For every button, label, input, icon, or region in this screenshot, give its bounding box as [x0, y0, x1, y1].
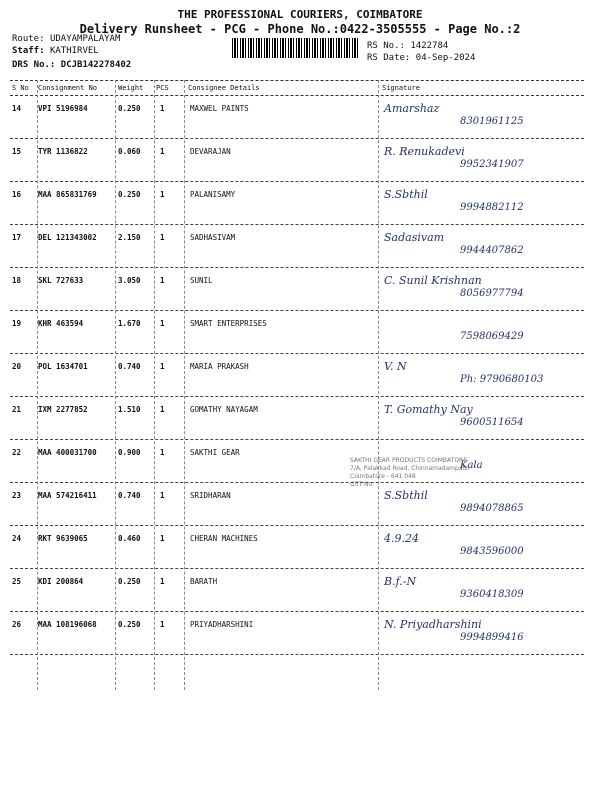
- handwritten-phone: 8056977794: [460, 288, 524, 299]
- consignee-name: SRIDHARAN: [190, 491, 231, 500]
- handwritten-signature: V. N: [384, 360, 407, 373]
- signature-cell: [380, 526, 580, 568]
- consignment-no: POL 1634701: [38, 362, 88, 371]
- column-divider: [184, 80, 185, 690]
- table-row: [10, 612, 584, 655]
- runsheet-subtitle: Delivery Runsheet - PCG - Phone No.:0422-3505555 - Page No.:2: [79, 22, 521, 36]
- signature-cell: [380, 268, 580, 310]
- route-value: UDAYAMPALAYAM: [49, 34, 121, 44]
- column-divider: [154, 80, 155, 690]
- drs-line: [12, 60, 131, 70]
- handwritten-signature: Amarshaz: [384, 102, 440, 115]
- table-row: [10, 354, 584, 397]
- signature-cell: [380, 96, 580, 138]
- signature-cell: [380, 311, 580, 353]
- sno: 18: [12, 276, 22, 285]
- consignment-no: MAA 108196068: [38, 620, 97, 629]
- table-header: [10, 80, 584, 96]
- sno: 15: [12, 147, 22, 156]
- weight: 0.250: [118, 190, 141, 199]
- handwritten-phone: 9600511654: [460, 417, 524, 428]
- sno: 20: [12, 362, 22, 371]
- sno: 22: [12, 448, 22, 457]
- pcs: 1: [160, 276, 165, 285]
- pcs: 1: [160, 620, 165, 629]
- column-divider: [37, 80, 38, 690]
- handwritten-signature: T. Gomathy Nay: [384, 403, 473, 416]
- col-signature: Signature: [382, 84, 420, 92]
- weight: 0.060: [118, 147, 141, 156]
- consignment-no: MAA 574216411: [38, 491, 97, 500]
- handwritten-phone: 9360418309: [460, 589, 524, 600]
- consignment-no: RKT 9639065: [38, 534, 88, 543]
- table-row: [10, 139, 584, 182]
- drs-value: DCJB142278402: [60, 60, 132, 70]
- sno: 25: [12, 577, 22, 586]
- route-line: [12, 34, 120, 44]
- consignment-no: MAA 865831769: [38, 190, 97, 199]
- consignee-name: MAXWEL PAINTS: [190, 104, 249, 113]
- drs-label: DRS No.:: [12, 60, 56, 70]
- consignment-no: KHR 463594: [38, 319, 84, 328]
- consignment-no: MAA 400031700: [38, 448, 97, 457]
- stamp-line: GST No.: [350, 481, 374, 488]
- pcs: 1: [160, 405, 165, 414]
- column-divider: [378, 80, 379, 690]
- handwritten-signature: S.Sbthil: [384, 489, 428, 502]
- weight: 0.250: [118, 620, 141, 629]
- table-row: [10, 397, 584, 440]
- signature-cell: [380, 354, 580, 396]
- sno: 26: [12, 620, 22, 629]
- signature-cell: [380, 612, 580, 654]
- col-pcs: PCS: [156, 84, 169, 92]
- pcs: 1: [160, 362, 165, 371]
- handwritten-phone: Ph: 9790680103: [460, 374, 544, 385]
- consignee-name: CHERAN MACHINES: [190, 534, 258, 543]
- weight: 0.740: [118, 362, 141, 371]
- handwritten-phone: 9944407862: [460, 245, 524, 256]
- weight: 0.250: [118, 104, 141, 113]
- sno: 23: [12, 491, 22, 500]
- handwritten-phone: 7598069429: [460, 331, 524, 342]
- rs-date-value: 04-Sep-2024: [415, 53, 476, 63]
- handwritten-signature: R. Renukadevi: [384, 145, 465, 158]
- consignee-name: SUNIL: [190, 276, 213, 285]
- weight: 0.250: [118, 577, 141, 586]
- sno: 24: [12, 534, 22, 543]
- consignee-name: PALANISAMY: [190, 190, 236, 199]
- consignment-no: TYR 1136822: [38, 147, 88, 156]
- pcs: 1: [160, 491, 165, 500]
- weight: 0.900: [118, 448, 141, 457]
- handwritten-signature: N. Priyadharshini: [384, 618, 482, 631]
- consignee-name: BARATH: [190, 577, 218, 586]
- table-body: [10, 96, 584, 655]
- consignment-no: KDI 200864: [38, 577, 84, 586]
- consignee-name: SAKTHI GEAR: [190, 448, 240, 457]
- sno: 16: [12, 190, 22, 199]
- consignment-no: SKL 727633: [38, 276, 84, 285]
- pcs: 1: [160, 147, 165, 156]
- col-weight: Weight: [118, 84, 144, 92]
- signature-cell: [380, 569, 580, 611]
- route-label: Route:: [12, 34, 45, 44]
- weight: 1.510: [118, 405, 141, 414]
- sno: 19: [12, 319, 22, 328]
- col-consignment: Consignment No: [38, 84, 98, 92]
- rs-no-value: 1422784: [410, 41, 449, 51]
- handwritten-phone: 9952341907: [460, 159, 524, 170]
- weight: 0.460: [118, 534, 141, 543]
- pcs: 1: [160, 534, 165, 543]
- handwritten-phone: 8301961125: [460, 116, 524, 127]
- signature-cell: [380, 397, 580, 439]
- handwritten-phone: 9994899416: [460, 632, 524, 643]
- pcs: 1: [160, 448, 165, 457]
- weight: 3.050: [118, 276, 141, 285]
- rs-date-label: RS Date:: [367, 53, 411, 63]
- stamp-line: Coimbatore - 641 048: [350, 473, 416, 480]
- stamp-line: 7/A, Palakkad Road, Chinnamadampatti: [350, 465, 469, 472]
- consignee-name: DEVARAJAN: [190, 147, 231, 156]
- consignee-name: PRIYADHARSHINI: [190, 620, 254, 629]
- consignee-name: SMART ENTERPRISES: [190, 319, 267, 328]
- staff-label: Staff:: [12, 46, 45, 56]
- pcs: 1: [160, 104, 165, 113]
- col-sno: S No: [12, 84, 29, 92]
- table-row: [10, 96, 584, 139]
- pcs: 1: [160, 577, 165, 586]
- table-row: [10, 182, 584, 225]
- handwritten-phone: Kala: [460, 460, 483, 471]
- table-row: [10, 526, 584, 569]
- handwritten-signature: B.f.-N: [384, 575, 417, 588]
- handwritten-phone: 9994882112: [460, 202, 524, 213]
- sno: 21: [12, 405, 22, 414]
- consignee-name: MARIA PRAKASH: [190, 362, 249, 371]
- pcs: 1: [160, 233, 165, 242]
- col-consignee: Consignee Details: [188, 84, 260, 92]
- company-title: THE PROFESSIONAL COURIERS, COIMBATORE: [177, 8, 423, 21]
- handwritten-signature: S.Sbthil: [384, 188, 428, 201]
- sno: 17: [12, 233, 22, 242]
- consignment-no: DEL 121343002: [38, 233, 97, 242]
- table-row: [10, 225, 584, 268]
- signature-cell: [380, 225, 580, 267]
- consignee-name: SADHASIVAM: [190, 233, 236, 242]
- weight: 2.150: [118, 233, 141, 242]
- pcs: 1: [160, 190, 165, 199]
- handwritten-signature: Sadasivam: [384, 231, 445, 244]
- runsheet-table: [10, 80, 584, 655]
- handwritten-signature: 4.9.24: [384, 532, 419, 545]
- weight: 0.740: [118, 491, 141, 500]
- sno: 14: [12, 104, 22, 113]
- rs-no-label: RS No.:: [367, 41, 405, 51]
- table-row: [10, 569, 584, 612]
- consignment-no: IXM 2277852: [38, 405, 88, 414]
- handwritten-signature: C. Sunil Krishnan: [384, 274, 482, 287]
- handwritten-phone: 9843596000: [460, 546, 524, 557]
- column-divider: [115, 80, 116, 690]
- stamp-line: SAKTHI GEAR PRODUCTS COIMBATORE: [350, 457, 468, 464]
- company-stamp: [350, 457, 550, 497]
- pcs: 1: [160, 319, 165, 328]
- table-row: [10, 311, 584, 354]
- staff-value: KATHIRVEL: [49, 46, 99, 56]
- staff-line: [12, 46, 99, 56]
- consignment-no: VPI 5196984: [38, 104, 88, 113]
- table-row: [10, 268, 584, 311]
- consignee-name: GOMATHY NAYAGAM: [190, 405, 258, 414]
- weight: 1.670: [118, 319, 141, 328]
- signature-cell: [380, 139, 580, 181]
- signature-cell: [380, 182, 580, 224]
- handwritten-phone: 9894078865: [460, 503, 524, 514]
- barcode: [232, 38, 360, 58]
- rs-info: [367, 40, 475, 64]
